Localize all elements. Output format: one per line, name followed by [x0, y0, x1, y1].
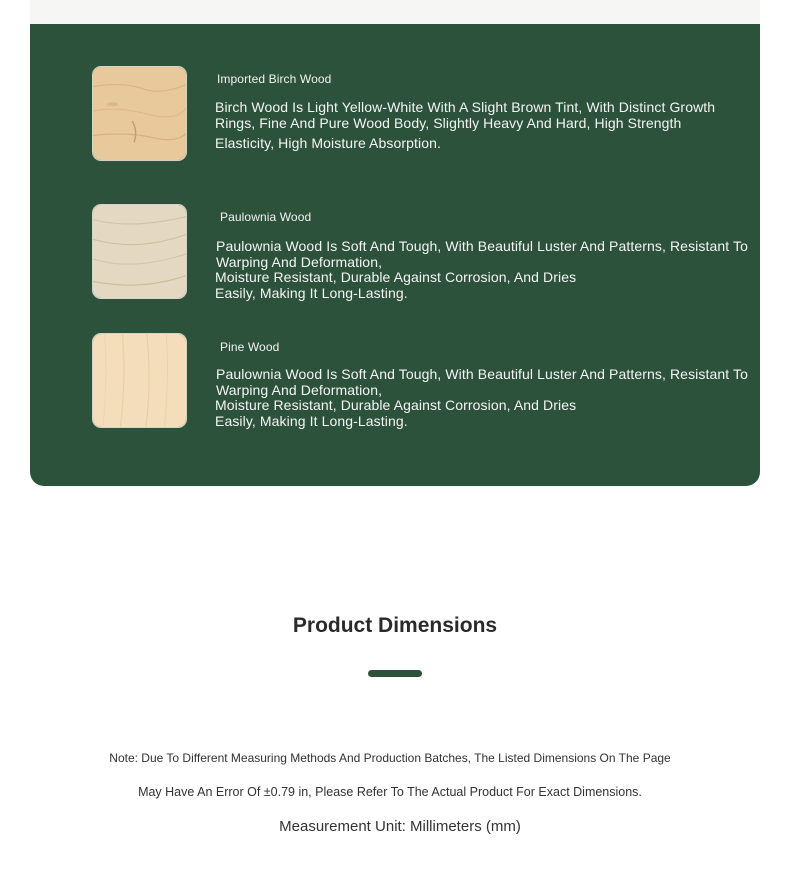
top-strip	[30, 0, 760, 24]
wood-name: Imported Birch Wood	[217, 72, 332, 86]
product-dimensions-title: Product Dimensions	[292, 614, 498, 637]
wood-types-panel	[30, 24, 760, 486]
wood-item-paulownia	[92, 204, 752, 304]
wood-item-pine	[92, 333, 752, 433]
dimensions-note-line2: May Have An Error Of ±0.79 in, Please Refer To The Actual Product For Exact Dimensions.	[138, 785, 642, 799]
wood-description: Birch Wood Is Light Yellow-White With A Slight Brown Tint, With Distinct Growth Rings, Fine And Pure Wood Body, Slightly Heavy And Hard, High Strength Elasticity, High Moisture Absorption.	[215, 99, 716, 151]
birch-wood-swatch	[92, 66, 187, 161]
wood-name: Paulownia Wood	[220, 210, 312, 224]
wood-name: Pine Wood	[220, 340, 280, 354]
wood-description: Paulownia Wood Is Soft And Tough, With Beautiful Luster And Patterns, Resistant To Warping And Deformation, Moisture Resistant, Durable Against Corrosion, And Dries Easily, Making It Long-Lasting.	[215, 366, 748, 429]
dimensions-note-line1: Note: Due To Different Measuring Methods And Production Batches, The Listed Dimensions On The Page	[109, 751, 671, 765]
wood-item-birch	[92, 66, 752, 166]
title-accent-bar	[368, 670, 422, 677]
wood-description: Paulownia Wood Is Soft And Tough, With Beautiful Luster And Patterns, Resistant To Warping And Deformation, Moisture Resistant, Durable Against Corrosion, And Dries Easily, Making It Long-Lasting.	[215, 238, 748, 301]
pine-wood-swatch	[92, 333, 187, 428]
paulownia-wood-swatch	[92, 204, 187, 299]
measurement-unit: Measurement Unit: Millimeters (mm)	[279, 818, 521, 835]
